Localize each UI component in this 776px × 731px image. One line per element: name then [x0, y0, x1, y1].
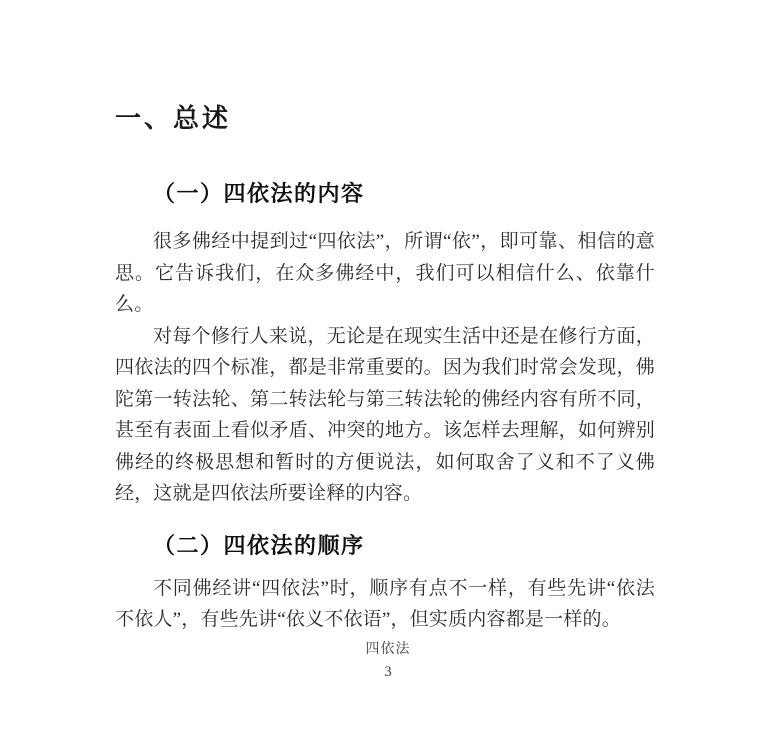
footer-running-title: 四依法	[365, 642, 411, 657]
chapter-title: 一、总述	[115, 104, 232, 133]
footer-page-number: 3	[384, 664, 392, 680]
section-heading-content: （一）四依法的内容	[153, 181, 365, 206]
section-content	[115, 181, 655, 510]
paragraph: 不同佛经讲“四依法”时，顺序有点不一样，有些先讲“依法不依人”，有些先讲“依义不依语”，但实质内容都是一样的。	[115, 577, 655, 630]
paragraph: 对每个修行人来说，无论是在现实生活中还是在修行方面，四依法的四个标准，都是非常重要的。因为我们时常会发现，佛陀第一转法轮、第二转法轮与第三转法轮的佛经内容有所不同，甚至有表面上看似矛盾、冲突的地方。该怎样去理解，如何辨别佛经的终极思想和暂时的方便说法，如何取舍了义和不了义佛经，这就是四依法所要诠释的内容。	[115, 325, 655, 504]
section-order	[115, 533, 655, 636]
paragraph: 很多佛经中提到过“四依法”，所谓“依”，即可靠、相信的意思。它告诉我们，在众多佛经中，我们可以相信什么、依靠什么。	[115, 231, 655, 315]
section-heading-order: （二）四依法的顺序	[153, 532, 365, 558]
text-column	[115, 0, 655, 636]
